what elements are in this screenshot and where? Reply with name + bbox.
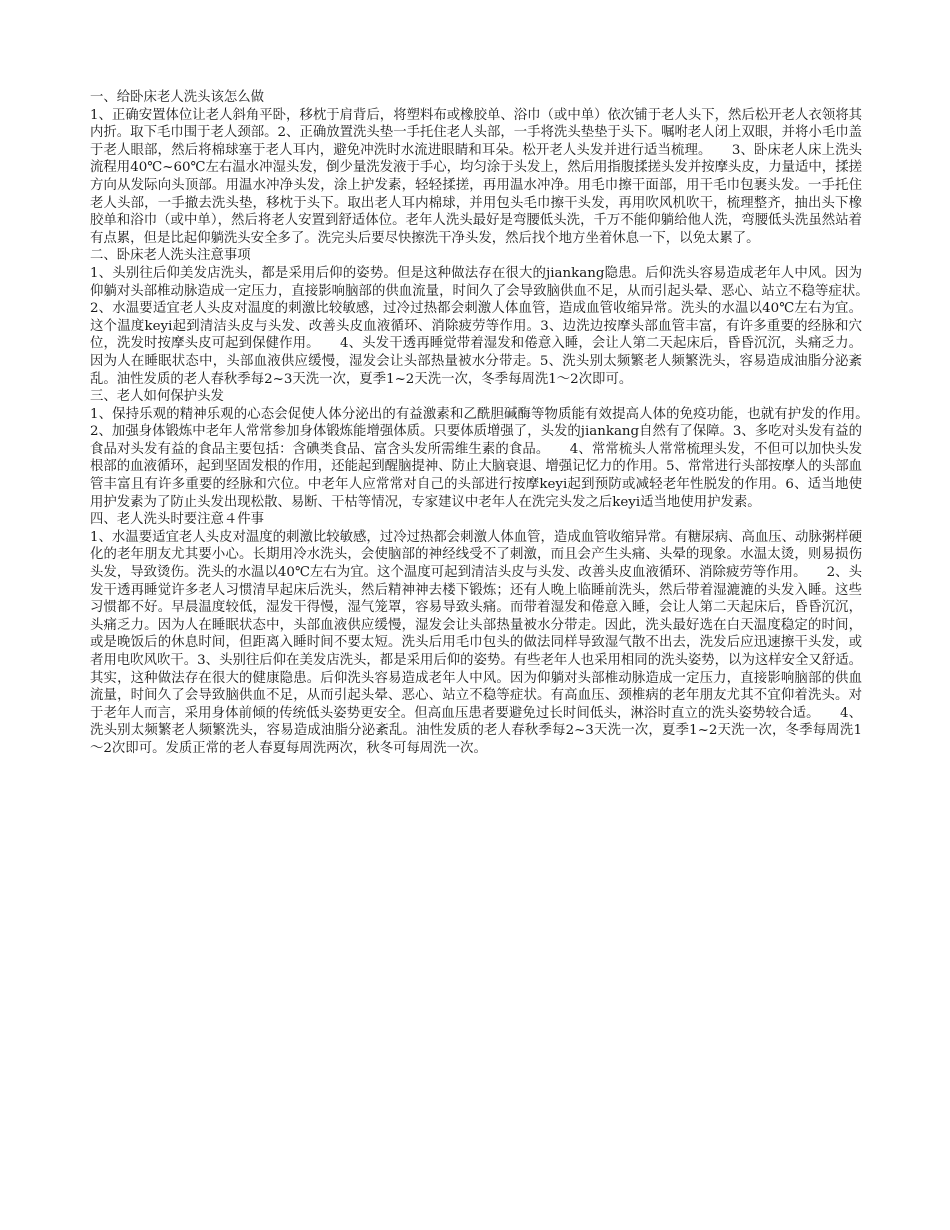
section-4 [90, 511, 862, 757]
section-paragraph: 1、头别往后仰美发店洗头，都是采用后仰的姿势。但是这种做法存在很大的jiankang隐患。后仰洗头容易造成老年人中风。因为仰躺对头部椎动脉造成一定压力，直接影响脑部的供血流量，时间久了会导致脑供血不足，从而引起头晕、恶心、站立不稳等症状。 2、水温要适宜老人头皮对温度的刺激比较敏感，过冷过热都会刺激人体血管，造成血管收缩异常。洗头的水温以40℃左右为宜。这个温度keyi起到清洁头皮与头发、改善头皮血液循环、消除疲劳等作用。3、边洗边按摩头部血管丰富，有许多重要的经脉和穴位，洗发时按摩头皮可起到保健作用。 4、头发干透再睡觉带着湿发和倦意入睡，会让人第二天起床后，昏昏沉沉，头痛乏力。因为人在睡眠状态中，头部血液供应缓慢，湿发会让头部热量被水分带走。5、洗头别太频繁老人频繁洗头，容易造成油脂分泌紊乱。油性发质的老人春秋季每2~3天洗一次，夏季1~2天洗一次，冬季每周洗1～2次即可。 [90, 265, 889, 387]
document-body [90, 89, 889, 758]
section-heading: 三、老人如何保护头发 [90, 389, 224, 405]
section-paragraph: 1、保持乐观的精神乐观的心态会促使人体分泌出的有益激素和乙酰胆碱酶等物质能有效提高人体的免疫功能，也就有护发的作用。 2、加强身体锻炼中老年人常常参加身体锻炼能增强体质。只要体质增强了，头发的jiankang自然有了保障。3、多吃对头发有益的食品对头发有益的食品主要包括：含碘类食品、富含头发所需维生素的食品。 4、常常梳头人常常梳理头发，不但可以加快头发根部的血液循环，起到坚固发根的作用，还能起到醒脑提神、防止大脑衰退、增强记忆力的作用。5、常常进行头部按摩人的头部血管丰富且有许多重要的经脉和穴位。中老年人应常常对自己的头部进行按摩keyi起到预防或减轻老年性脱发的作用。6、适当地使用护发素为了防止头发出现松散、易断、干枯等情况，专家建议中老年人在洗完头发之后keyi适当地使用护发素。 [90, 406, 889, 510]
section-2 [90, 247, 889, 388]
section-paragraph: 1、正确安置体位让老人斜角平卧，移枕于肩背后，将塑料布或橡胶单、浴巾（或中单）依次铺于老人头下，然后松开老人衣领将其内折。取下毛巾围于老人颈部。2、正确放置洗头垫一手托住老人头部，一手将洗头垫垫于头下。嘱咐老人闭上双眼，并将小毛巾盖于老人眼部，然后将棉球塞于老人耳内，避免冲洗时水流进眼睛和耳朵。松开老人头发并进行适当梳理。 3、卧床老人床上洗头流程用40℃~60℃左右温水冲湿头发，倒少量洗发液于手心，均匀涂于头发上，然后用指腹揉搓头发并按摩头皮，力量适中，揉搓方向从发际向头顶部。用温水冲净头发，涂上护发素，轻轻揉搓，再用温水冲净。用毛巾擦干面部，用干毛巾包裹头发。一手托住老人头部，一手撤去洗头垫，移枕于头下。取出老人耳内棉球，并用包头毛巾擦干头发，再用吹风机吹干，梳理整齐，抽出头下橡胶单和浴巾（或中单），然后将老人安置到舒适体位。老年人洗头最好是弯腰低头洗，千万不能仰躺给他人洗，弯腰低头洗虽然站着有点累，但是比起仰躺洗头安全多了。洗完头后要尽快擦洗干净头发，然后找个地方坐着休息一下，以免太累了。 [90, 107, 862, 246]
section-1 [90, 89, 862, 247]
section-3 [90, 388, 889, 511]
section-paragraph: 1、水温要适宜老人头皮对温度的刺激比较敏感，过冷过热都会刺激人体血管，造成血管收缩异常。有糖尿病、高血压、动脉粥样硬化的老年朋友尤其要小心。长期用冷水洗头，会使脑部的神经线受不了刺激，而且会产生头痛、头晕的现象。水温太烫，则易损伤头发，导致烫伤。洗头的水温以40℃左右为宜。这个温度可起到清洁头皮与头发、改善头皮血液循环、消除疲劳等作用。 2、头发干透再睡觉许多老人习惯清早起床后洗头，然后精神神去楼下锻炼；还有人晚上临睡前洗头，然后带着湿漉漉的头发入睡。这些习惯都不好。早晨温度较低，湿发干得慢，湿气笼罩，容易导致头痛。而带着湿发和倦意入睡，会让人第二天起床后，昏昏沉沉，头痛乏力。因为人在睡眠状态中，头部血液供应缓慢，湿发会让头部热量被水分带走。因此，洗头最好选在白天温度稳定的时间，或是晚饭后的休息时间，但距离入睡时间不要太短。洗头后用毛巾包头的做法同样导致湿气散不出去，洗发后应迅速擦干头发，或者用电吹风吹干。3、头别往后仰在美发店洗头，都是采用后仰的姿势。有些老年人也采用相同的洗头姿势，以为这样安全又舒适。其实，这种做法存在很大的健康隐患。后仰洗头容易造成老年人中风。因为仰躺对头部椎动脉造成一定压力，直接影响脑部的供血流量，时间久了会导致脑供血不足，从而引起头晕、恶心、站立不稳等症状。有高血压、颈椎病的老年朋友尤其不宜仰着洗头。对于老年人而言，采用身体前倾的传统低头姿势更安全。但高血压患者要避免过长时间低头，淋浴时直立的洗头姿势较合适。 4、洗头别太频繁老人频繁洗头，容易造成油脂分泌紊乱。油性发质的老人春秋季每2~3天洗一次，夏季1~2天洗一次，冬季每周洗1～2次即可。发质正常的老人春夏每周洗两次，秋冬可每周洗一次。 [90, 529, 862, 756]
section-heading: 四、老人洗头时要注意４件事 [90, 512, 265, 528]
section-heading: 二、卧床老人洗头注意事项 [90, 248, 251, 264]
section-heading: 一、给卧床老人洗头该怎么做 [90, 90, 265, 105]
